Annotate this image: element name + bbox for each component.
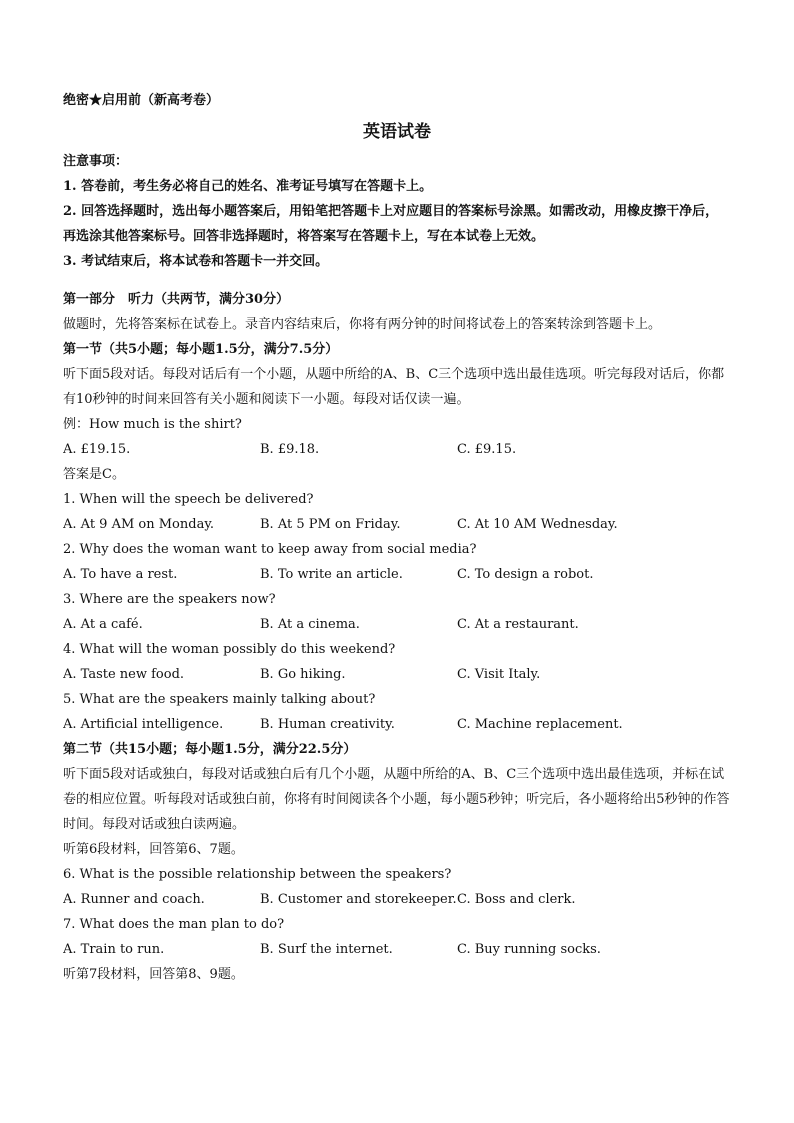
option-b: B. To write an article.	[260, 567, 403, 582]
example-answer: 答案是C。	[63, 467, 125, 482]
notice-item-3: 3. 考试结束后，将本试卷和答题卡一并交回。	[63, 254, 329, 269]
option-c: C. Buy running socks.	[457, 942, 601, 957]
option-c: C. At 10 AM Wednesday.	[457, 517, 618, 532]
option-a: A. Runner and coach.	[63, 892, 205, 907]
example-question: 例：How much is the shirt?	[63, 417, 242, 432]
option-b: B. Customer and storekeeper.	[260, 892, 457, 907]
question-5: 5. What are the speakers mainly talking about?	[63, 692, 376, 707]
option-b: B. Surf the internet.	[260, 942, 393, 957]
notice-block	[63, 149, 731, 274]
option-a: A. £19.15.	[63, 442, 131, 457]
question-3-options	[63, 612, 731, 637]
option-c: C. To design a robot.	[457, 567, 594, 582]
question-7: 7. What does the man plan to do?	[63, 917, 285, 932]
option-b: B. Human creativity.	[260, 717, 395, 732]
question-5-options	[63, 712, 731, 737]
option-a: A. At a café.	[63, 617, 143, 632]
question-6-options	[63, 887, 731, 912]
question-4-options	[63, 662, 731, 687]
notice-heading: 注意事项：	[63, 154, 129, 169]
secret-mark: 绝密★启用前（新高考卷）	[63, 93, 220, 108]
option-c: C. Machine replacement.	[457, 717, 623, 732]
material-6-note: 听第6段材料，回答第6、7题。	[63, 842, 244, 857]
question-7-options	[63, 937, 731, 962]
question-1: 1. When will the speech be delivered?	[63, 492, 314, 507]
notice-item-2: 2. 回答选择题时，选出每小题答案后，用铅笔把答题卡上对应题目的答案标号涂黑。如需改动，用橡皮擦干净后，再选涂其他答案标号。回答非选择题时，将答案写在答题卡上，写在本试卷上无效。	[63, 204, 719, 244]
question-2: 2. Why does the woman want to keep away from social media?	[63, 542, 477, 557]
option-a: A. Artificial intelligence.	[63, 717, 224, 732]
option-b: B. £9.18.	[260, 442, 320, 457]
section2-instruction: 听下面5段对话或独白，每段对话或独白后有几个小题，从题中所给的A、B、C三个选项中选出最佳选项，并标在试卷的相应位置。听每段对话或独白前，你将有时间阅读各个小题，每小题5秒钟；听完后，各小题将给出5秒钟的作答时间。每段对话或独白读两遍。	[63, 767, 730, 832]
question-2-options	[63, 562, 731, 587]
section1-heading: 第一节（共5小题；每小题1.5分，满分7.5分）	[63, 342, 339, 357]
option-b: B. At a cinema.	[260, 617, 360, 632]
notice-item-1: 1. 答卷前，考生务必将自己的姓名、准考证号填写在答题卡上。	[63, 179, 433, 194]
option-a: A. To have a rest.	[63, 567, 178, 582]
part1	[63, 287, 731, 987]
part1-instruction: 做题时，先将答案标在试卷上。录音内容结束后，你将有两分钟的时间将试卷上的答案转涂到答题卡上。	[63, 317, 662, 332]
material-7-note: 听第7段材料，回答第8、9题。	[63, 967, 244, 982]
question-1-options	[63, 512, 731, 537]
question-6: 6. What is the possible relationship between the speakers?	[63, 867, 452, 882]
option-c: C. At a restaurant.	[457, 617, 579, 632]
question-4: 4. What will the woman possibly do this weekend?	[63, 642, 396, 657]
section2-heading: 第二节（共15小题；每小题1.5分，满分22.5分）	[63, 742, 357, 757]
exam-title: 英语试卷	[363, 122, 431, 142]
option-a: A. At 9 AM on Monday.	[63, 517, 215, 532]
example-options	[63, 437, 731, 462]
exam-page	[63, 88, 731, 987]
question-3: 3. Where are the speakers now?	[63, 592, 276, 607]
option-a: A. Taste new food.	[63, 667, 185, 682]
option-c: C. Visit Italy.	[457, 667, 541, 682]
option-c: C. £9.15.	[457, 442, 517, 457]
option-a: A. Train to run.	[63, 942, 165, 957]
option-b: B. At 5 PM on Friday.	[260, 517, 401, 532]
part1-heading: 第一部分 听力（共两节，满分30分）	[63, 292, 290, 307]
option-b: B. Go hiking.	[260, 667, 346, 682]
section1-instruction: 听下面5段对话。每段对话后有一个小题，从题中所给的A、B、C三个选项中选出最佳选项。听完每段对话后，你都有10秒钟的时间来回答有关小题和阅读下一小题。每段对话仅读一遍。	[63, 367, 725, 407]
option-c: C. Boss and clerk.	[457, 892, 576, 907]
